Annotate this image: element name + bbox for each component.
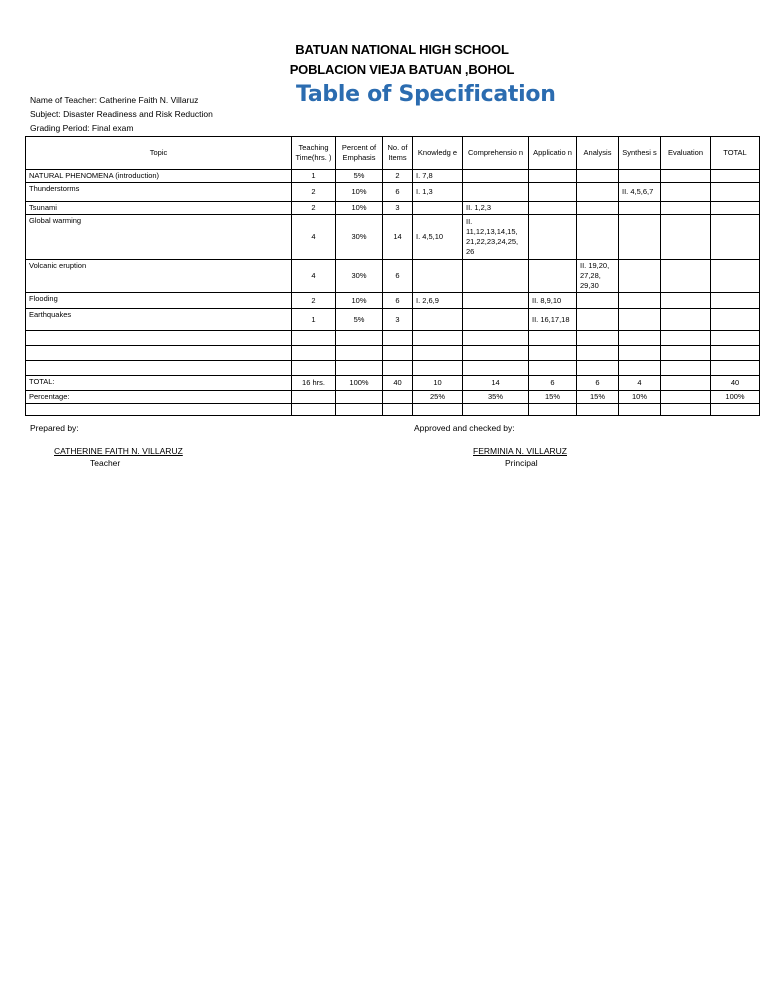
topic-cell: TOTAL: (26, 376, 292, 391)
table-cell: 5% (336, 170, 383, 183)
table-cell: 2 (292, 202, 336, 215)
table-cell: 16 hrs. (292, 376, 336, 391)
table-row (26, 404, 760, 416)
table-cell (619, 215, 661, 260)
table-cell: I. 1,3 (413, 183, 463, 202)
table-cell (661, 309, 711, 331)
table-cell (711, 215, 760, 260)
table-cell (661, 183, 711, 202)
table-cell (711, 361, 760, 376)
table-cell (463, 346, 529, 361)
topic-cell (26, 331, 292, 346)
table-cell: 2 (383, 170, 413, 183)
column-header: Topic (26, 137, 292, 170)
table-cell (661, 293, 711, 309)
table-row (26, 331, 760, 346)
table-cell (661, 346, 711, 361)
table-cell (463, 404, 529, 416)
table-cell (336, 361, 383, 376)
table-row (26, 170, 760, 183)
table-cell (577, 331, 619, 346)
table-cell: I. 7,8 (413, 170, 463, 183)
table-cell (661, 391, 711, 404)
column-header: Synthesi s (619, 137, 661, 170)
table-row (26, 391, 760, 404)
table-cell (619, 361, 661, 376)
topic-cell: Percentage: (26, 391, 292, 404)
table-cell (413, 331, 463, 346)
table-cell (383, 331, 413, 346)
table-cell: II. 16,17,18 (529, 309, 577, 331)
table-cell (529, 183, 577, 202)
table-cell (661, 260, 711, 293)
table-cell (577, 404, 619, 416)
table-cell: 30% (336, 260, 383, 293)
document-title: Table of Specification (296, 82, 556, 107)
table-row (26, 346, 760, 361)
table-cell (711, 293, 760, 309)
table-cell (619, 346, 661, 361)
subject: Subject: Disaster Readiness and Risk Reduction (30, 109, 213, 119)
table-cell: I. 2,6,9 (413, 293, 463, 309)
table-cell (383, 404, 413, 416)
column-header: Applicatio n (529, 137, 577, 170)
table-cell (619, 260, 661, 293)
table-cell (463, 361, 529, 376)
table-cell (529, 170, 577, 183)
column-header: TOTAL (711, 137, 760, 170)
table-cell (292, 391, 336, 404)
table-cell: II. 8,9,10 (529, 293, 577, 309)
table-row (26, 293, 760, 309)
table-cell (577, 170, 619, 183)
preparer-role: Teacher (90, 458, 121, 468)
table-cell: 14 (463, 376, 529, 391)
table-cell (619, 170, 661, 183)
table-row (26, 202, 760, 215)
table-cell (661, 170, 711, 183)
table-cell (529, 404, 577, 416)
table-cell (413, 404, 463, 416)
table-cell (619, 293, 661, 309)
table-cell (463, 309, 529, 331)
table-cell (383, 361, 413, 376)
table-cell (711, 346, 760, 361)
table-cell (336, 404, 383, 416)
table-cell (463, 293, 529, 309)
topic-cell: Volcanic eruption (26, 260, 292, 293)
table-cell (529, 260, 577, 293)
topic-cell (26, 361, 292, 376)
table-cell (336, 346, 383, 361)
school-name: BATUAN NATIONAL HIGH SCHOOL (295, 42, 509, 57)
table-cell (711, 170, 760, 183)
table-row (26, 183, 760, 202)
table-cell: 35% (463, 391, 529, 404)
topic-cell: Earthquakes (26, 309, 292, 331)
table-cell (711, 202, 760, 215)
table-cell (463, 260, 529, 293)
table-cell (619, 309, 661, 331)
column-header: Knowledg e (413, 137, 463, 170)
table-cell (711, 260, 760, 293)
column-header: Analysis (577, 137, 619, 170)
table-cell (577, 361, 619, 376)
table-row (26, 215, 760, 260)
table-cell: 10% (619, 391, 661, 404)
table-cell: II. 1,2,3 (463, 202, 529, 215)
table-cell (463, 183, 529, 202)
table-cell (661, 361, 711, 376)
table-header-row (26, 137, 760, 170)
table-cell: 2 (292, 183, 336, 202)
table-cell (661, 404, 711, 416)
table-cell (529, 215, 577, 260)
table-cell: II. 4,5,6,7 (619, 183, 661, 202)
table-cell: 100% (711, 391, 760, 404)
table-cell (292, 331, 336, 346)
table-cell (463, 331, 529, 346)
table-cell (292, 361, 336, 376)
table-row (26, 260, 760, 293)
topic-cell: Flooding (26, 293, 292, 309)
table-cell: 10% (336, 293, 383, 309)
table-cell (577, 215, 619, 260)
table-cell (413, 202, 463, 215)
table-cell: 10% (336, 183, 383, 202)
table-cell: 15% (529, 391, 577, 404)
table-cell (577, 346, 619, 361)
table-cell (529, 361, 577, 376)
table-cell (413, 260, 463, 293)
table-cell: 30% (336, 215, 383, 260)
table-cell (711, 331, 760, 346)
prepared-by-label: Prepared by: (30, 423, 79, 433)
table-cell: 4 (292, 260, 336, 293)
table-cell (383, 391, 413, 404)
table-cell (661, 215, 711, 260)
table-cell (413, 346, 463, 361)
table-cell: 6 (529, 376, 577, 391)
column-header: Teaching Time(hrs. ) (292, 137, 336, 170)
table-cell: 40 (711, 376, 760, 391)
table-cell (619, 331, 661, 346)
specification-table (25, 136, 760, 416)
table-cell: 4 (619, 376, 661, 391)
column-header: Percent of Emphasis (336, 137, 383, 170)
table-cell: 25% (413, 391, 463, 404)
table-cell (577, 183, 619, 202)
topic-cell: NATURAL PHENOMENA (introduction) (26, 170, 292, 183)
table-cell: II. 19,20, 27,28, 29,30 (577, 260, 619, 293)
approver-name: FERMINIA N. VILLARUZ (473, 446, 567, 456)
table-cell (292, 404, 336, 416)
preparer-name: CATHERINE FAITH N. VILLARUZ (54, 446, 183, 456)
table-cell (336, 391, 383, 404)
table-cell (413, 361, 463, 376)
table-cell (529, 202, 577, 215)
table-cell: 5% (336, 309, 383, 331)
table-cell (619, 202, 661, 215)
table-cell (292, 346, 336, 361)
table-cell (661, 202, 711, 215)
table-row (26, 376, 760, 391)
table-cell (577, 309, 619, 331)
table-cell: II. 11,12,13,14,15, 21,22,23,24,25, 26 (463, 215, 529, 260)
table-cell (577, 293, 619, 309)
table-cell: 10% (336, 202, 383, 215)
table-cell (661, 376, 711, 391)
column-header: Evaluation (661, 137, 711, 170)
teacher-name: Name of Teacher: Catherine Faith N. Villaruz (30, 95, 199, 105)
grading-period: Grading Period: Final exam (30, 123, 134, 133)
topic-cell (26, 404, 292, 416)
table-cell: 1 (292, 170, 336, 183)
table-cell: 6 (383, 260, 413, 293)
table-row (26, 309, 760, 331)
table-cell: 3 (383, 309, 413, 331)
table-row (26, 361, 760, 376)
table-cell: 15% (577, 391, 619, 404)
table-cell: 10 (413, 376, 463, 391)
approved-by-label: Approved and checked by: (414, 423, 515, 433)
approver-role: Principal (505, 458, 538, 468)
school-address: POBLACION VIEJA BATUAN ,BOHOL (289, 62, 515, 77)
table-cell (711, 309, 760, 331)
table-cell: 2 (292, 293, 336, 309)
table-cell: I. 4,5,10 (413, 215, 463, 260)
table-cell: 14 (383, 215, 413, 260)
table-cell (711, 404, 760, 416)
table-cell: 6 (383, 293, 413, 309)
table-cell (336, 331, 383, 346)
table-cell: 100% (336, 376, 383, 391)
table-cell: 4 (292, 215, 336, 260)
topic-cell: Global warming (26, 215, 292, 260)
table-cell: 3 (383, 202, 413, 215)
table-cell (413, 309, 463, 331)
table-cell (463, 170, 529, 183)
table-cell (529, 331, 577, 346)
table-cell (619, 404, 661, 416)
table-cell (577, 202, 619, 215)
table-cell: 6 (383, 183, 413, 202)
table-cell: 6 (577, 376, 619, 391)
column-header: Comprehensio n (463, 137, 529, 170)
topic-cell: Thunderstorms (26, 183, 292, 202)
table-cell (529, 346, 577, 361)
column-header: No. of Items (383, 137, 413, 170)
table-cell (383, 346, 413, 361)
topic-cell (26, 346, 292, 361)
table-cell: 40 (383, 376, 413, 391)
table-cell: 1 (292, 309, 336, 331)
table-cell (711, 183, 760, 202)
topic-cell: Tsunami (26, 202, 292, 215)
table-cell (661, 331, 711, 346)
